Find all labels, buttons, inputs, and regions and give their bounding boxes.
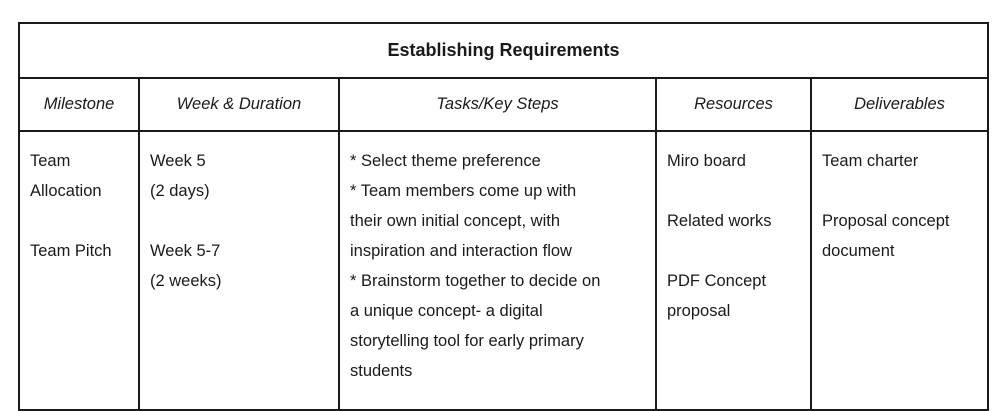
cell-line: Related works [667, 212, 772, 230]
deliverables-cell [811, 131, 988, 410]
cell-line: Proposal concept [822, 212, 950, 230]
requirements-table [18, 22, 989, 411]
header-milestone: Milestone [19, 78, 139, 131]
line-gap [150, 206, 338, 236]
header-week-duration: Week & Duration [139, 78, 339, 131]
week-duration-cell [139, 131, 339, 410]
cell-line: Week 5-7 [150, 242, 221, 260]
cell-line: Miro board [667, 152, 746, 170]
header-row [19, 78, 988, 131]
cell-line: Week 5 [150, 152, 206, 170]
cell-line: (2 days) [150, 182, 210, 200]
cell-line: PDF Concept [667, 272, 767, 290]
cell-line: Allocation [30, 182, 102, 200]
table-title: Establishing Requirements [19, 23, 988, 78]
header-deliverables: Deliverables [811, 78, 988, 131]
cell-line: Team Pitch [30, 242, 112, 260]
cell-line: Team charter [822, 152, 919, 170]
line-gap [667, 176, 810, 206]
cell-line: * Brainstorm together to decide on [350, 272, 601, 290]
tasks-cell [339, 131, 656, 410]
resources-cell [656, 131, 811, 410]
title-row [19, 23, 988, 78]
line-gap [667, 236, 810, 266]
header-tasks: Tasks/Key Steps [339, 78, 656, 131]
cell-line: students [350, 362, 413, 380]
milestone-cell [19, 131, 139, 410]
cell-line: (2 weeks) [150, 272, 222, 290]
line-gap [30, 206, 138, 236]
cell-line: inspiration and interaction flow [350, 242, 572, 260]
table-row [19, 131, 988, 410]
cell-line: proposal [667, 302, 731, 320]
cell-line: a unique concept- a digital [350, 302, 543, 320]
header-resources: Resources [656, 78, 811, 131]
cell-line: * Team members come up with [350, 182, 577, 200]
line-gap [822, 176, 987, 206]
cell-line: Team [30, 152, 71, 170]
cell-line: storytelling tool for early primary [350, 332, 584, 350]
cell-line: their own initial concept, with [350, 212, 561, 230]
cell-line: * Select theme preference [350, 152, 541, 170]
cell-line: document [822, 242, 895, 260]
